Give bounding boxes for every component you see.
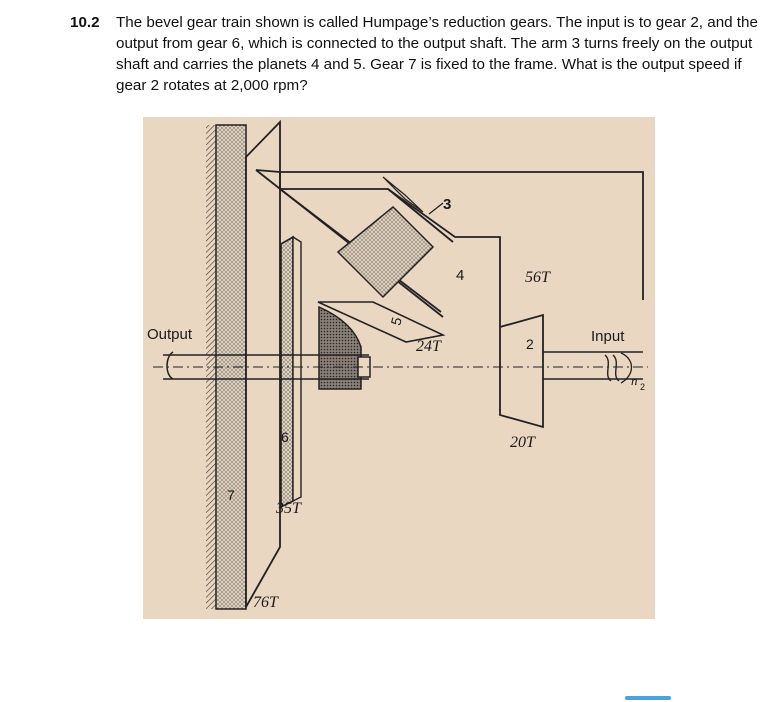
output-shaft-symbol: [167, 352, 173, 379]
arm-3-pointer: [429, 203, 443, 214]
n2-subscript: 2: [640, 382, 646, 392]
input-label: Input: [591, 328, 625, 345]
output-label: Output: [147, 326, 193, 343]
problem-text: The bevel gear train shown is called Humpage’s reduction gears. The input is to gear 2, and the output from gear 6, which is connected to the output shaft. The arm 3 turns freely on the output shaft and carries the planets 4 and 5. Gear 7 is fixed to the frame. What is the output speed if gear 2 rotates at 2,000 rpm?: [116, 14, 758, 94]
gear-7-label: 7: [227, 487, 235, 503]
gear-train-diagram: [143, 117, 655, 619]
teeth-20-label: 20T: [510, 434, 535, 451]
gear-2-label: 2: [526, 336, 534, 352]
arm-3-label: 3: [443, 196, 452, 213]
teeth-56-label: 56T: [525, 269, 550, 286]
gear-4-label: 4: [456, 267, 465, 284]
n2-label: n: [631, 373, 638, 388]
gear-6-shape: [281, 237, 301, 507]
gear-6-label: 6: [281, 429, 289, 445]
teeth-76-label: 76T: [253, 594, 278, 611]
gear-train-figure: [143, 117, 655, 619]
gear-5-label: 5: [387, 315, 405, 327]
problem-statement: [70, 12, 760, 96]
input-shaft-symbol: [605, 355, 619, 381]
teeth-24-label: 24T: [416, 338, 441, 355]
problem-number: 10.2: [70, 14, 100, 31]
gear-2-shape: [500, 300, 543, 427]
scroll-indicator[interactable]: [625, 696, 671, 700]
teeth-35-label: 35T: [276, 500, 301, 517]
gear-7-shape: [246, 122, 280, 607]
arm-3-shape: [256, 170, 643, 300]
